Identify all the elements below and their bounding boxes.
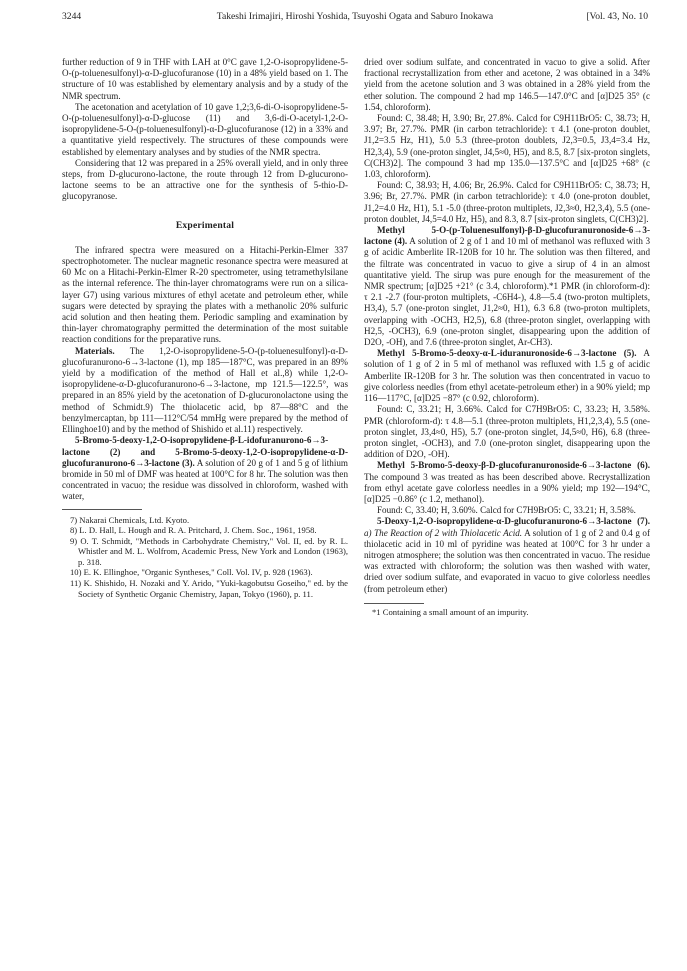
paragraph: dried over sodium sulfate, and concentrated in vacuo to give a solid. After fractional recrystallization from ether and acetone, 2 was obtained in a 34% yield from the acetone solution and 3 was obtained in a 28% yield from the ether solution. The compound 2 had mp 146.5—147.0°C and [α]D25 35° (c 1.54, chloroform). (364, 57, 650, 112)
compound4-paragraph (364, 225, 650, 348)
materials-paragraph (62, 346, 348, 436)
left-column (62, 57, 348, 599)
subheading: Methyl 5-Bromo-5-deoxy-β-D-glucofuranuronoside-6→3-lactone (6). (377, 460, 650, 471)
page-number: 3244 (62, 11, 82, 22)
paragraph: Found: C, 33.40; H, 3.60%. Calcd for C7H9BrO5: C, 33.21; H, 3.58%. (377, 505, 636, 516)
paragraph: Found: C, 38.48; H, 3.90; Br, 27.8%. Calcd for C9H11BrO5: C, 38.73; H, 3.97; Br, 27.7%. PMR (in carbon tetrachloride): τ 4.1 (one-proton doublet, J1,2=3.5 Hz, H1), 5.0 5.3 (three-proton doublets, J2,3=0.5, J3,4=3.4 Hz, H2,3,4), 5.9 (one-proton singlet, J4,5≈0, H5), and 8.5, 8.7 [six-proton singlets, C(CH3)2]. The compound 3 had mp 135.0—137.5°C and [α]D25 +68° (c 1.03, chloroform). (364, 113, 650, 180)
paragraph-text: A solution of 1 g of 2 in 5 ml of methanol was refluxed with 1.5 g of acidic Amberlite IR-120B for 3 hr. The solution was then concentrated in vacuo to give colorless needles (from ethyl acetate-petroleum ether) in a 90% yield; mp 116—117°C, [α]D25 −87° (c 0.92, chloroform). (364, 348, 650, 404)
paragraph: The infrared spectra were measured on a Hitachi-Perkin-Elmer 337 spectrophotometer. The nuclear magnetic resonance spectra were measured at 60 Mc on a Hitachi-Perkin-Elmer R-20 spectrometer, using tetramethylsilane as the internal reference. The thin-layer chromatograms were run on a silica-layer G7) using various mixtures of ethyl acetate and petroleum ether, while sugars were detected by spraying the plates with a methanolic 20% sulfuric acid solution and then heating them. Periodic sampling and examination by thin-layer chromatography permitted the determination of the most suitable reaction conditions for the preparative runs. (62, 244, 348, 345)
paragraph-text: The 1,2-O-isopropylidene-5-O-(p-toluenesulfonyl)-α-D-glucofuranurono-6→3-lactone (1), mp 185—187°C, was prepared in an 89% yield by a modification of the method of Hall et al.,8) while 1,2-O-isopropylidene-α-D-glucofuranurono-6→3-lactone, mp 121.5—122.5°, was prepared in an 85% yield by the acetonation of D-glucuronolactone using the method of Schmidt.9) The thiolacetic acid, bp 87—88°C and the benzylmercaptan, bp 111—112°C/54 mmHg were prepared by the method of Ellinghoe10) and by the method of Shishido et al.11) respectively. (62, 345, 348, 435)
paragraph: The acetonation and acetylation of 10 gave 1,2;3,6-di-O-isopropylidene-5-O-(p-toluenesulfonyl)-α-D-glucose (11) and 3,6-di-O-acetyl-1,2-O-isopropylidene-5-O-(p-toluenesulfonyl)-α-D-glucofuranose (12) in a 33% and a quantitative yield respectively. The structures of these compounds were established by elementary analyses and by studies of the NMR spectra. (62, 101, 348, 157)
subsection-label: a) The Reaction of 2 with Thiolacetic Acid. (364, 527, 523, 538)
volume-info: [Vol. 43, No. 10 (586, 11, 648, 22)
footnote: 11) K. Shishido, H. Nozaki and Y. Arido, "Yuki-kagobutsu Goseiho," ed. by the Society of Synthetic Organic Chemistry, Japan, Tokyo (1960), p. 11. (70, 578, 348, 599)
footnote-divider (62, 509, 142, 510)
footnote: 7) Nakarai Chemicals, Ltd. Kyoto. (70, 514, 190, 525)
paragraph-text: A solution of 2 g of 1 and 10 ml of methanol was refluxed with 3 g of acidic Amberlite IR-120B for 10 hr. The solution was then filtered, and the filtrate was concentrated in vacuo to give a sirup of 4 in an almost quantitative yield. The sirup was pure enough for the measurement of the NMR spectrum; [α]D25 +21° (c 3.4, chloroform).*1 PMR (in chloroform-d): τ 2.1 -2.7 (four-proton multiplets, -C6H4-), 4.8—5.4 (two-proton multiplets, H3,4), 5.7 (one-proton singlet, J1,2≈0, H1), 6.3 6.8 (two-proton multiplets, overlapping with -OCH3, H2,5), 6.8 (three-proton singlet, overlapping with H2,5, -OCH3), 6.9 (one-proton singlet, disappearing upon the addition of D2O, -OH), and 7.6 (three-proton singlet, Ar-CH3). (364, 236, 650, 348)
paragraph: Found: C, 38.93; H, 4.06; Br, 26.9%. Calcd for C9H11BrO5: C, 38.73; H, 3.96; Br, 27.7%. PMR (in carbon tetrachloride): τ 4.0 (one-proton doublet, J1,2=4.0 Hz, H1), 5.1 -5.0 (three-proton multiplets, J2,3≈0, H2,3,4), 5.5 (one-proton doublet, J4,5=4.0 Hz, H5), and 8.3, 8.7 [six-proton singlets, C(CH3)2]. (364, 180, 650, 224)
footnote: 10) E. K. Ellinghoe, "Organic Syntheses," Coll. Vol. IV, p. 928 (1963). (70, 567, 313, 578)
paragraph: further reduction of 9 in THF with LAH at 0°C gave 1,2-O-isopropylidene-5-O-(p-toluenesulfonyl)-α-D-glucofuranose (10) in a 48% yield based on 1. The structure of 10 was established by elementary analysis and by a study of the NMR spectrum. (62, 57, 348, 101)
running-authors: Takeshi Irimajiri, Hiroshi Yoshida, Tsuyoshi Ogata and Saburo Inokawa (216, 11, 494, 22)
paragraph-text: The compound 3 was treated as has been described above. Recrystallization from ethyl acetate gave colorless needles in a 90% yield; mp 192—194°C, [α]D25 −0.86° (c 1.2, methanol). (364, 471, 650, 504)
footnote: 9) O. T. Schmidt, "Methods in Carbohydrate Chemistry," Vol. II, ed. by R. L. Whistler and M. L. Wolfrom, Academic Press, New York and London (1963), p. 318. (70, 535, 348, 567)
subheading: Methyl 5-O-(p-Toluenesulfonyl)-β-D-glucofuranuronoside-6→3-lactone (4). (364, 225, 650, 247)
section-title: Experimental (175, 219, 235, 231)
paragraph-text: A solution of 1 g of 2 and 0.4 g of thiolacetic acid in 10 ml of pyridine was heated at 100°C for 3 hr under a nitrogen atmosphere; the solution was then concentrated in vacuo. The residue was extracted with chloroform; the solution was then washed with water, dried over sodium sulfate, and evaporated in vacuo to give colorless needles (from petroleum ether) (364, 527, 650, 594)
compound5-paragraph (364, 348, 650, 404)
footnotes (62, 515, 348, 600)
subheading: 5-Bromo-5-deoxy-1,2-O-isopropylidene-β-L-idofuranurono-6→3-lactone (2) and 5-Bromo-5-deoxy-1,2-O-isopropylidene-α-D-glucofuranurono-6→3-lactone (3). (62, 435, 348, 468)
page-header (62, 8, 648, 26)
paragraph: Considering that 12 was prepared in a 25% overall yield, and in only three steps, from D-glucurono-lactone, the route through 12 from D-glucurono-lactone seems to be an attractive one for the synthesis of 5-thio-D-glucopyranose. (62, 157, 348, 202)
footnote: *1 Containing a small amount of an impurity. (372, 606, 529, 617)
subheading: Materials. (75, 345, 115, 356)
right-column (364, 57, 650, 617)
subheading: Methyl 5-Bromo-5-deoxy-α-L-iduranuronoside-6→3-lactone (5). (377, 348, 637, 359)
paragraph-text: A solution of 20 g of 1 and 5 g of lithium bromide in 50 ml of DMF was heated at 100°C for 8 hr. The solution was then concentrated in vacuo; the residue was dissolved in chloroform, washed with water, (62, 457, 348, 502)
footnote: 8) L. D. Hall, L. Hough and R. A. Pritchard, J. Chem. Soc., 1961, 1958. (70, 525, 317, 536)
subheading: 5-Deoxy-1,2-O-isopropylidene-α-D-glucofuranurono-6→3-lactone (7). (377, 516, 650, 527)
compound7-paragraph (364, 516, 650, 594)
paragraph: Found: C, 33.21; H, 3.66%. Calcd for C7H9BrO5: C, 33.23; H, 3.58%. PMR (chloroform-d): τ 4.8—5.1 (three-proton multiplets, H1,2,3,4), 5.5 (one-proton singlet, J3,4≈0, H5), 5.7 (one-proton singlet, J4,5≈0, H6), 6.8 (three-proton singlet, -OCH3), and 7.0 (one-proton singlet, disappearing upon the addition of D2O, -OH). (364, 404, 650, 460)
bromo-paragraph (62, 435, 348, 502)
footnote-divider (364, 603, 424, 604)
compound6-paragraph (364, 460, 650, 505)
